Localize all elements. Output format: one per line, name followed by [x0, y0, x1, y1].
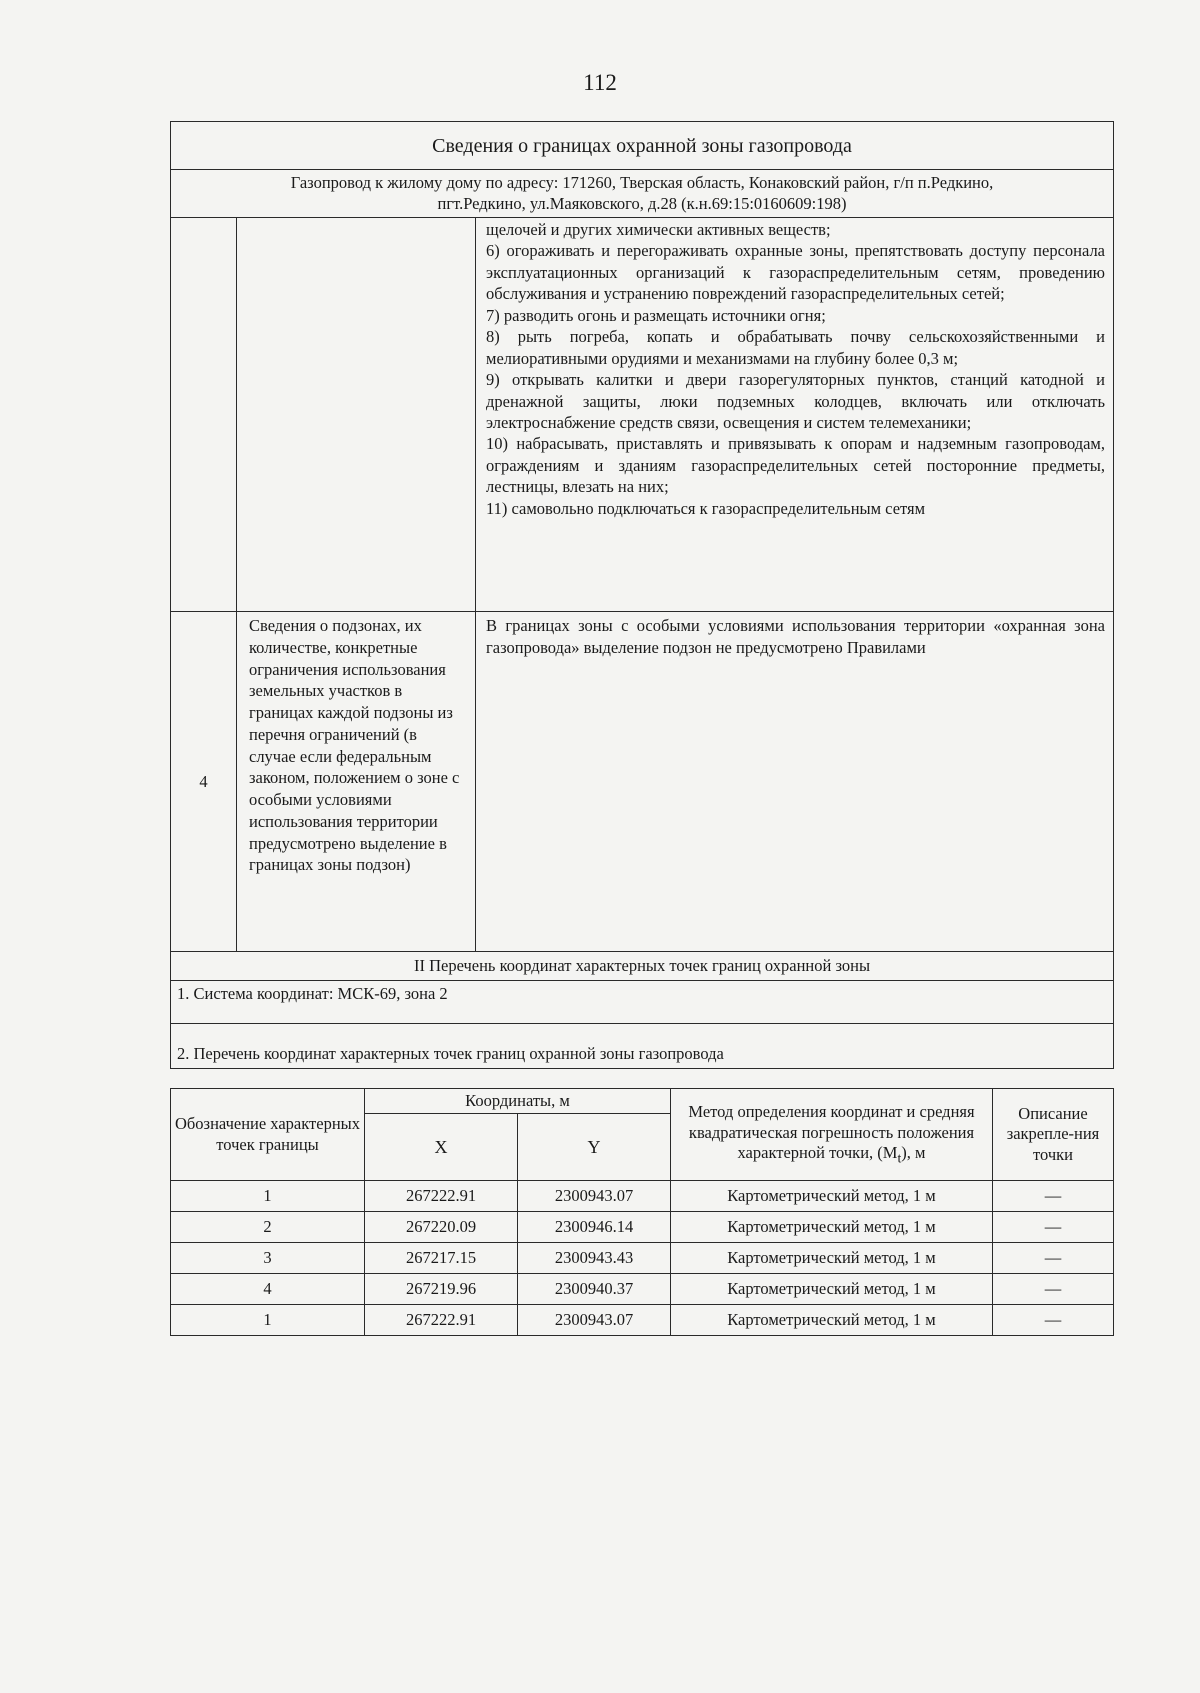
- header-method: [671, 1089, 993, 1181]
- point-description: —: [993, 1181, 1114, 1212]
- point-method: Картометрический метод, 1 м: [671, 1305, 993, 1336]
- restriction-item: 7) разводить огонь и размещать источники огня;: [486, 305, 826, 325]
- header-method-subscript: t: [897, 1150, 902, 1166]
- subzones-number: 4: [171, 612, 237, 952]
- header-coords: Координаты, м: [365, 1089, 671, 1114]
- restrictions-number-cell: [171, 218, 237, 612]
- table-row: [171, 1305, 1114, 1336]
- table-row: [171, 1243, 1114, 1274]
- object-line-1: Газопровод к жилому дому по адресу: 171260, Тверская область, Конаковский район, г/п п.Редкино,: [290, 172, 994, 192]
- restriction-item: 10) набрасывать, приставлять и привязывать к опорам и надземным газопроводам, ограждениям и зданиям газораспределительных сетей посторонние предметы, лестницы, влезать на них;: [486, 434, 1106, 497]
- point-method: Картометрический метод, 1 м: [671, 1212, 993, 1243]
- point-x: 267222.91: [365, 1181, 518, 1212]
- point-y: 2300940.37: [518, 1274, 671, 1305]
- header-description: Описание закрепле-ния точки: [993, 1089, 1114, 1181]
- zone-info-table: [170, 121, 1114, 1069]
- point-method: Картометрический метод, 1 м: [671, 1243, 993, 1274]
- table-title-row: [171, 122, 1114, 170]
- coord-list-title: 2. Перечень координат характерных точек границ охранной зоны газопровода: [171, 1024, 1114, 1069]
- restrictions-label-cell: [237, 218, 476, 612]
- restriction-item: 9) открывать калитки и двери газорегуляторных пунктов, станций катодной и дренажной защиты, люки подземных колодцев, включать или отключать электроснабжение средств связи, освещения и систем телемеханики;: [486, 370, 1106, 432]
- coord-system: 1. Система координат: МСК-69, зона 2: [171, 981, 1114, 1024]
- point-description: —: [993, 1305, 1114, 1336]
- point-x: 267217.15: [365, 1243, 518, 1274]
- list-title-row: [171, 1024, 1114, 1069]
- point-id: 1: [171, 1181, 365, 1212]
- point-y: 2300943.07: [518, 1305, 671, 1336]
- restriction-item: 8) рыть погреба, копать и обрабатывать почву сельскохозяйственными и мелиоративными орудиями и механизмами на глубину более 0,3 м;: [486, 327, 1106, 368]
- subzones-row: [171, 612, 1114, 952]
- object-line-2: пгт.Редкино, ул.Маяковского, д.28 (к.н.69:15:0160609:198): [437, 193, 847, 213]
- restriction-item: 6) огораживать и перегораживать охранные зоны, препятствовать доступу персонала эксплуатационных организаций к газораспределительным сетям, проведению обслуживания и устранению повреждений газораспределительных сетей;: [486, 241, 1106, 304]
- object-row: [171, 170, 1114, 218]
- table-title: Сведения о границах охранной зоны газопровода: [171, 122, 1114, 170]
- header-x: X: [365, 1114, 518, 1181]
- table-row: [171, 1181, 1114, 1212]
- restrictions-row: [171, 218, 1114, 612]
- point-y: 2300943.43: [518, 1243, 671, 1274]
- point-description: —: [993, 1274, 1114, 1305]
- point-y: 2300943.07: [518, 1181, 671, 1212]
- coordinates-table: [170, 1088, 1114, 1336]
- point-id: 4: [171, 1274, 365, 1305]
- point-id: 1: [171, 1305, 365, 1336]
- point-method: Картометрический метод, 1 м: [671, 1181, 993, 1212]
- restrictions-list: [476, 218, 1114, 612]
- page-number: 112: [583, 70, 617, 95]
- header-method-text: Метод определения координат и средняя квадратическая погрешность положения характерной точки, (M: [688, 1102, 975, 1163]
- section2-title-row: [171, 952, 1114, 981]
- point-description: —: [993, 1212, 1114, 1243]
- coord-system-row: [171, 981, 1114, 1024]
- point-x: 267220.09: [365, 1212, 518, 1243]
- table-row: [171, 1274, 1114, 1305]
- table-row: [171, 1212, 1114, 1243]
- point-id: 2: [171, 1212, 365, 1243]
- section2-title: II Перечень координат характерных точек границ охранной зоны: [171, 952, 1114, 981]
- subzones-text: В границах зоны с особыми условиями использования территории «охранная зона газопровода» выделение подзон не предусмотрено Правилами: [476, 612, 1114, 952]
- coord-header-row: [171, 1089, 1114, 1114]
- header-method-unit: ), м: [901, 1143, 926, 1163]
- point-id: 3: [171, 1243, 365, 1274]
- point-description: —: [993, 1243, 1114, 1274]
- header-point: Обозначение характерных точек границы: [171, 1089, 365, 1181]
- point-method: Картометрический метод, 1 м: [671, 1274, 993, 1305]
- restriction-item: 11) самовольно подключаться к газораспределительным сетям: [486, 498, 926, 518]
- point-y: 2300946.14: [518, 1212, 671, 1243]
- subzones-label: Сведения о подзонах, их количестве, конкретные ограничения использования земельных участков в границах каждой подзоны из перечня ограничений (в случае если федеральным законом, положением о зоне с особыми условиями использования территории предусмотрено выделение в границах зоны подзон): [237, 612, 476, 952]
- object-description: [171, 170, 1114, 218]
- point-x: 267219.96: [365, 1274, 518, 1305]
- header-y: Y: [518, 1114, 671, 1181]
- restriction-item: щелочей и других химически активных веществ;: [486, 220, 831, 239]
- point-x: 267222.91: [365, 1305, 518, 1336]
